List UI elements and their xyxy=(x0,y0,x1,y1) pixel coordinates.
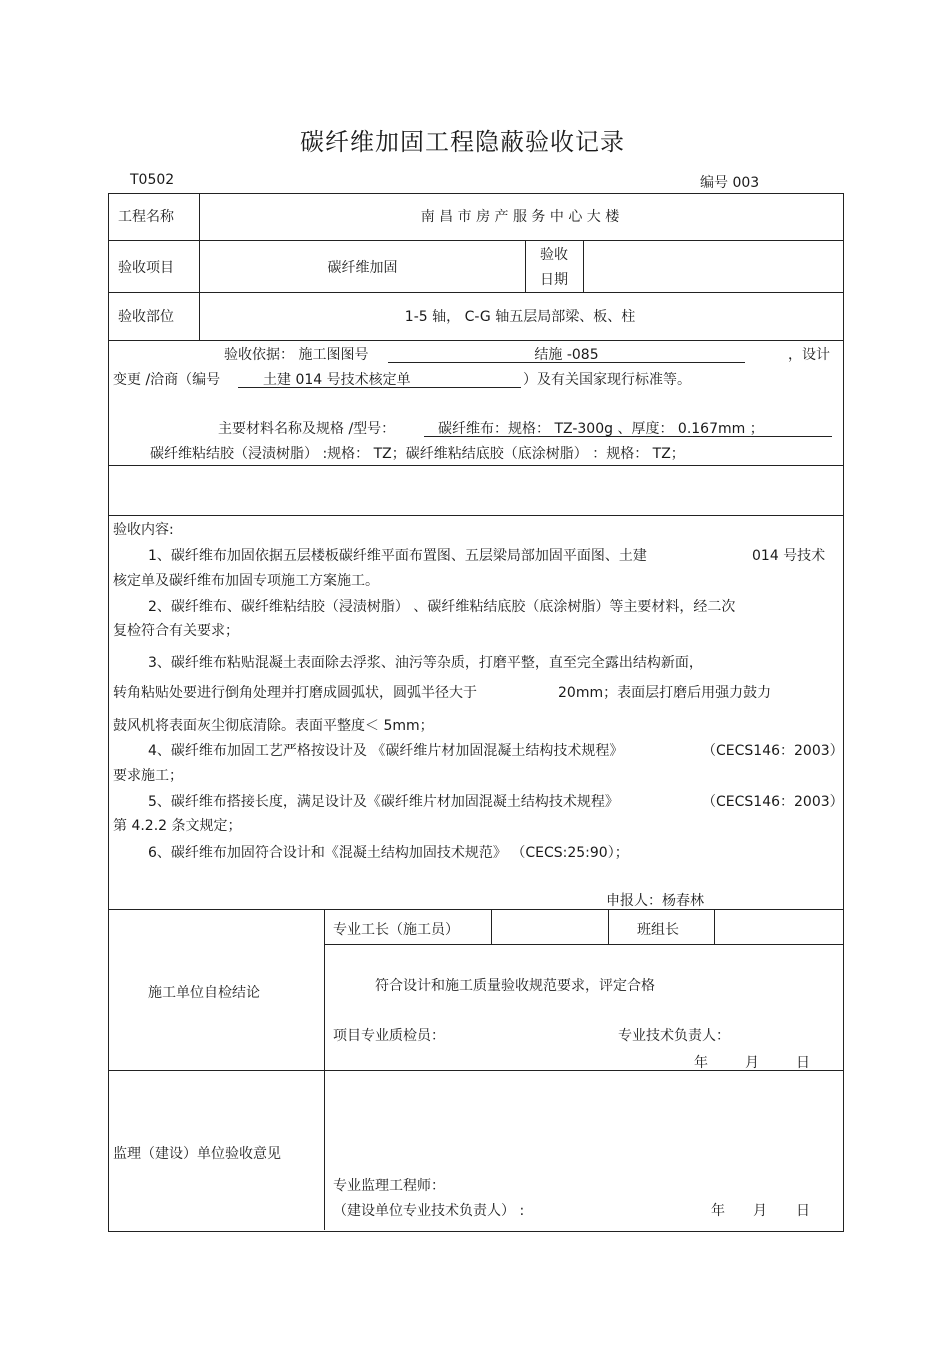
content-item-4: （CECS146：2003） xyxy=(702,743,844,759)
column-divider xyxy=(583,240,584,292)
content-item-2: 复检符合有关要求； xyxy=(113,623,239,639)
inspection-location-value: 1-5 轴， C-G 轴五层局部梁、板、柱 xyxy=(404,309,636,325)
row-divider xyxy=(108,515,843,516)
inspection-date-label: 验收 xyxy=(540,247,568,263)
content-item-3: 转角粘贴处要进行倒角处理并打磨成圆弧状，圆弧半径大于 xyxy=(113,685,477,701)
column-divider xyxy=(714,909,715,944)
content-item-1: 014 号技术 xyxy=(752,548,826,564)
content-item-5: （CECS146：2003） xyxy=(702,794,844,810)
basis-line2-suffix: ）及有关国家现行标准等。 xyxy=(523,372,691,388)
row-divider xyxy=(108,292,843,293)
drawing-number: 结施 -085 xyxy=(534,347,599,363)
foreman-label: 专业工长（施工员） xyxy=(333,922,459,938)
document-number: 编号 003 xyxy=(700,175,760,191)
content-item-4: 要求施工； xyxy=(113,768,183,784)
content-item-1: 核定单及碳纤维布加固专项施工方案施工。 xyxy=(113,573,379,589)
owner-tech-lead-label: （建设单位专业技术负责人） : xyxy=(333,1203,525,1219)
supervision-label: 监理（建设）单位验收意见 xyxy=(113,1146,281,1162)
column-divider xyxy=(491,909,492,944)
content-item-4: 4、碳纤维布加固工艺严格按设计及 《碳纤维片材加固混凝土结构技术规程》 xyxy=(148,743,624,759)
content-item-3: 3、碳纤维布粘贴混凝土表面除去浮浆、油污等杂质，打磨平整，直至完全露出结构新面， xyxy=(148,655,703,671)
content-item-1: 1、碳纤维布加固依据五层楼板碳纤维平面布置图、五层梁局部加固平面图、土建 xyxy=(148,548,647,564)
row-divider xyxy=(108,1070,843,1071)
content-item-3: 鼓风机将表面灰尘彻底清除。表面平整度＜ 5mm； xyxy=(113,718,434,734)
quality-inspector-label: 项目专业质检员： xyxy=(333,1028,445,1044)
content-item-5: 5、碳纤维布搭接长度，满足设计及《碳纤维片材加固混凝土结构技术规程》 xyxy=(148,794,619,810)
tech-lead-label: 专业技术负责人： xyxy=(618,1028,730,1044)
row-divider xyxy=(108,340,843,341)
form-code: T0502 xyxy=(130,172,175,188)
date-year: 年 xyxy=(694,1055,708,1071)
project-name-label: 工程名称 xyxy=(118,209,174,225)
project-name-value: 南 昌 市 房 产 服 务 中 心 大 楼 xyxy=(420,209,620,225)
date-month: 月 xyxy=(745,1055,759,1071)
date-day: 日 xyxy=(796,1055,810,1071)
content-item-6: 6、碳纤维布加固符合设计和《混凝土结构加固技术规范》 （CECS:25:90）； xyxy=(148,845,629,861)
row-divider xyxy=(108,240,843,241)
page-title: 碳纤维加固工程隐蔽验收记录 xyxy=(300,128,625,156)
content-heading: 验收内容: xyxy=(113,522,174,538)
date-month: 月 xyxy=(753,1203,767,1219)
materials-line2: 碳纤维粘结胶（浸渍树脂） :规格： TZ；碳纤维粘结底胶（底涂树脂） ：规格： TZ； xyxy=(150,446,685,462)
inspection-item-label: 验收项目 xyxy=(118,260,174,276)
column-divider xyxy=(525,240,526,292)
underline xyxy=(424,436,832,437)
self-check-conclusion: 符合设计和施工质量验收规范要求，评定合格 xyxy=(375,978,655,994)
underline xyxy=(238,387,521,388)
date-year: 年 xyxy=(711,1203,725,1219)
content-item-3: 20mm；表面层打磨后用强力鼓力 xyxy=(558,685,772,701)
basis-line1-suffix: ，设计 xyxy=(788,347,830,363)
change-number: 土建 014 号技术核定单 xyxy=(263,372,411,388)
basis-line1-prefix: 验收依据： 施工图图号 xyxy=(224,347,369,363)
row-divider xyxy=(108,909,843,910)
inspection-location-label: 验收部位 xyxy=(118,309,174,325)
materials-line1-prefix: 主要材料名称及规格 /型号： xyxy=(218,421,396,437)
self-check-label: 施工单位自检结论 xyxy=(148,985,260,1001)
reporter: 申报人：杨春林 xyxy=(606,893,704,909)
content-item-5: 第 4.2.2 条文规定； xyxy=(113,818,242,834)
row-divider xyxy=(108,465,843,466)
inspection-date-label: 日期 xyxy=(540,272,568,288)
materials-line1-value: 碳纤维布：规格： TZ-300g 、厚度： 0.167mm ； xyxy=(438,421,764,437)
column-divider xyxy=(324,909,325,1230)
content-item-2: 2、碳纤维布、碳纤维粘结胶（浸渍树脂） 、碳纤维粘结底胶（底涂树脂）等主要材料，经二次 xyxy=(148,599,736,615)
team-leader-label: 班组长 xyxy=(637,922,679,938)
underline xyxy=(388,362,745,363)
row-divider xyxy=(324,944,843,945)
basis-line2-prefix: 变更 /洽商（编号 xyxy=(113,372,221,388)
date-day: 日 xyxy=(796,1203,810,1219)
supervising-engineer-label: 专业监理工程师： xyxy=(333,1178,445,1194)
column-divider xyxy=(608,909,609,944)
inspection-item-value: 碳纤维加固 xyxy=(327,260,398,276)
